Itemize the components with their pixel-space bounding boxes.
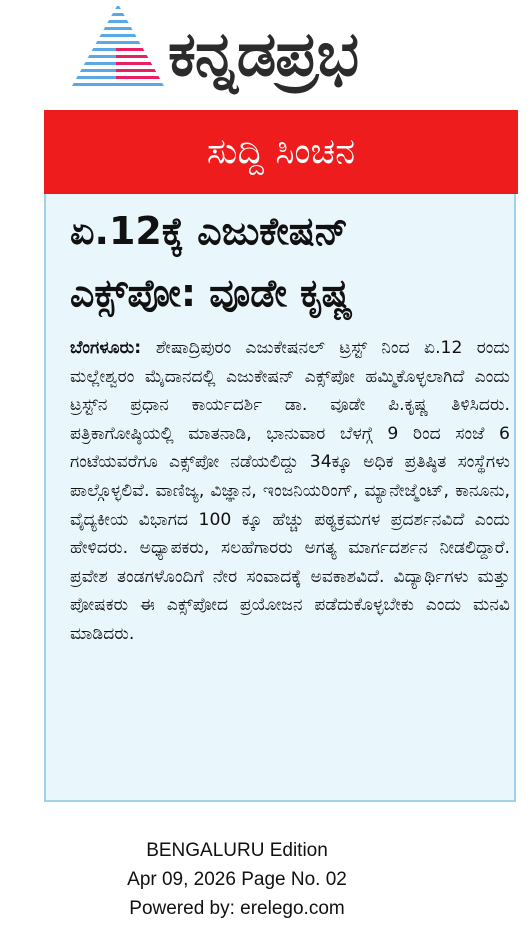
headline-line-2: ಎಕ್ಸ್‌ಪೋ: ವೂಡೇ ಕೃಷ್ಣ <box>70 271 353 315</box>
kannada-prabha-logo-icon <box>72 4 164 86</box>
article <box>44 194 516 802</box>
article-dateline: ಬೆಂಗಳೂರು: <box>70 338 156 358</box>
edition-name: BENGALURU Edition <box>146 840 328 861</box>
article-body <box>70 334 510 649</box>
section-banner <box>44 110 518 194</box>
article-body-text: ಶೇಷಾದ್ರಿಪುರಂ ಎಜುಕೇಷನಲ್ ಟ್ರಸ್ಟ್ ನಿಂದ ಏ.12 ರಂದು ಮಲ್ಲೇಶ್ವರಂ ಮೈದಾನದಲ್ಲಿ ಎಜುಕೇಷನ್ ಎಕ್ಸ್‌ಪೋ ಹಮ್ಮಿಕೊಳ್ಳಲಾಗಿದೆ ಎಂದು ಟ್ರಸ್ಟ್‌ನ ಪ್ರಧಾನ ಕಾರ್ಯದರ್ಶಿ ಡಾ. ವೂಡೇ ಪಿ.ಕೃಷ್ಣ ತಿಳಿಸಿದರು. ಪತ್ರಿಕಾಗೋಷ್ಠಿಯಲ್ಲಿ ಮಾತನಾಡಿ, ಭಾನುವಾರ ಬೆಳಗ್ಗೆ 9 ರಿಂದ ಸಂಜೆ 6 ಗಂಟೆಯವರೆಗೂ ಎಕ್ಸ್‌ಪೋ ನಡೆಯಲಿದ್ದು 34ಕ್ಕೂ ಅಧಿಕ ಪ್ರತಿಷ್ಠಿತ ಸಂಸ್ಥೆಗಳು ಪಾಲ್ಗೊಳ್ಳಲಿವೆ. ವಾಣಿಜ್ಯ, ವಿಜ್ಞಾನ, ಇಂಜನಿಯರಿಂಗ್, ಮ್ಯಾನೇಜ್ಮೆಂಟ್, ಕಾನೂನು, ವೈದ್ಯಕೀಯ ವಿಭಾಗದ 100 ಕ್ಕೂ ಹೆಚ್ಚು ಪಠ್ಯಕ್ರಮಗಳ ಪ್ರದರ್ಶನವಿದೆ ಎಂದು ಹೇಳಿದರು. ಅಧ್ಯಾಪಕರು, ಸಲಹೆಗಾರರು ಅಗತ್ಯ ಮಾರ್ಗದರ್ಶನ ನೀಡಲಿದ್ದಾರೆ. ಪ್ರವೇಶ ತಂಡಗಳೊಂದಿಗೆ ನೇರ ಸಂವಾದಕ್ಕೆ ಅವಕಾಶವಿದೆ. ವಿದ್ಯಾರ್ಥಿಗಳು ಮತ್ತು ಪೋಷಕರು ಈ ಎಕ್ಸ್‌ಪೋದ ಪ್ರಯೋಜನ ಪಡೆದುಕೊಳ್ಳಬೇಕು ಎಂದು ಮನವಿ ಮಾಡಿದರು. <box>70 338 510 644</box>
edition-footer <box>0 836 474 923</box>
section-banner-label: ಸುದ್ದಿ ಸಿಂಚನ <box>206 131 356 172</box>
edition-date-page: Apr 09, 2026 Page No. 02 <box>127 869 347 890</box>
masthead-logo-text: ಕನ್ನಡಪ್ರಭ <box>168 17 359 90</box>
masthead <box>0 0 532 108</box>
headline-line-1: ಏ.12ಕ್ಕೆ ಎಜುಕೇಷನ್ <box>70 209 349 253</box>
powered-by: Powered by: erelego.com <box>129 898 345 919</box>
article-headline <box>70 200 510 324</box>
